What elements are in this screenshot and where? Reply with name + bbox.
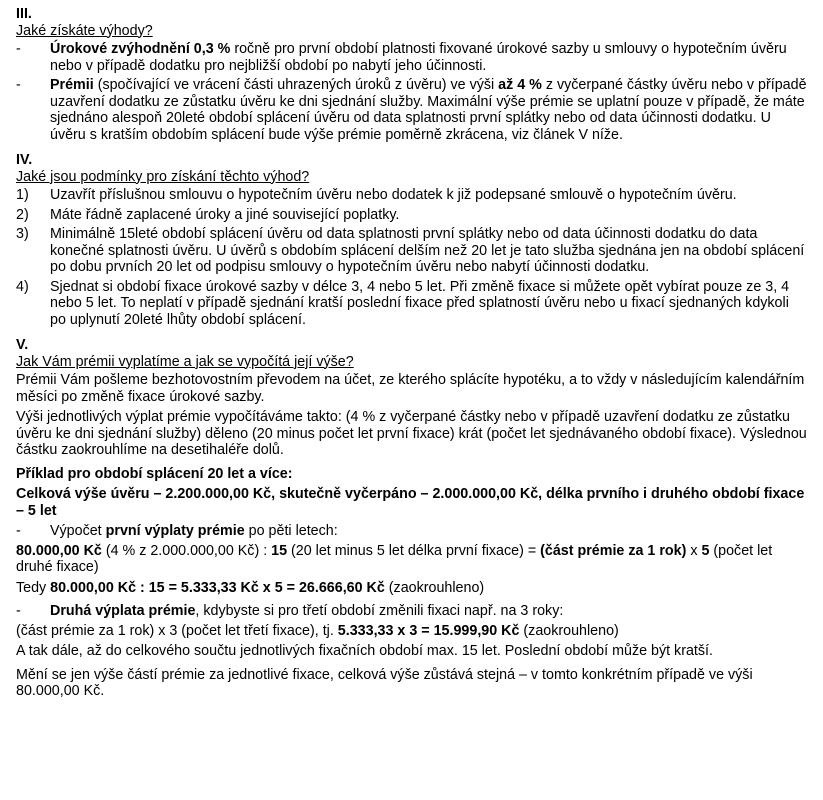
bold-text: 80.000,00 Kč : 15 = 5.333,33 Kč x 5 = 26.666,60 Kč	[50, 579, 385, 596]
text: (zaokrouhleno)	[384, 579, 485, 596]
bold-text: Prémii	[50, 77, 94, 93]
text: z vyčerpané částky úvěru nebo v případě uzavření dodatku ze zůstatku úvěru ke dni sjednání služby. Maximální výše prémie se uplatní pouze v případě, že máte sjednáno alespoň 20leté období splácení úvěru od data splatnosti první splátky nebo od data účinnosti dodatku. U úvěru s kratším obdobím splácení bude výše prémie poměrně zkrácena, viz článek V níže.	[50, 77, 807, 143]
section-4-heading: IV.	[16, 152, 33, 168]
bold-text: 80.000,00 Kč	[16, 542, 102, 559]
bold-text: (část prémie za 1 rok)	[540, 542, 687, 559]
list-marker: -	[16, 77, 21, 93]
calculation-line	[16, 580, 807, 597]
list-item	[16, 523, 807, 540]
text: (20 let minus 5 let délka první fixace) =	[287, 542, 541, 559]
text: ročně pro první období platnosti fixované úrokové sazby u smlouvy o hypotečním úvěru nebo v případě dodatku pro nejbližší období po nabytí jeho účinnosti.	[50, 41, 787, 74]
list-item	[16, 41, 807, 74]
list-item	[16, 226, 807, 276]
bold-text: Úrokové zvýhodnění 0,3 %	[50, 41, 231, 57]
list-marker: 2)	[16, 206, 29, 223]
bold-text: Celková výše úvěru – 2.200.000,00 Kč, skutečně vyčerpáno – 2.000.000,00 Kč, délka prvního i druhého období fixace – 5 let	[16, 486, 805, 519]
list-item-text: Sjednat si období fixace úrokové sazby v délce 3, 4 nebo 5 let. Při změně fixace si můžete opět vybírat pouze ze 3, 4 nebo 5 let. To neplatí v případě sjednání kratší poslední fixace před splatností úvěru nebo u fixací sjednaných kdykoli po uplynutí 20leté lhůty období splácení.	[50, 278, 790, 328]
text: po pěti letech:	[244, 523, 338, 539]
paragraph: A tak dále, až do celkového součtu jednotlivých fixačních období max. 15 let. Poslední období může být kratší.	[16, 643, 713, 659]
list-marker: 1)	[16, 187, 29, 203]
list-marker: -	[16, 41, 21, 57]
paragraph: Výši jednotlivých výplat prémie vypočítáváme takto: (4 % z vyčerpané částky nebo v případě uzavření dodatku ze zůstatku úvěru ke dni sjednání služby) děleno (20 minus počet let první fixace) krát (počet let sjednávaného období fixace). Výslednou částku zaokrouhlíme na desetihaléře dolů.	[16, 409, 807, 458]
bold-text: první výplaty prémie	[105, 523, 245, 539]
example-subtitle	[16, 486, 807, 519]
text: Tedy	[16, 579, 51, 596]
list-item-text	[50, 77, 807, 143]
paragraph: Prémii Vám pošleme bezhotovostním převodem na účet, ze kterého splácíte hypotéku, a to vždy v následujícím kalendářním měsíci po změně fixace úrokové sazby.	[16, 372, 805, 405]
bold-text: Příklad pro období splácení 20 let a více:	[16, 465, 293, 482]
list-item-text: Uzavřít příslušnou smlouvu o hypotečním úvěru nebo dodatek k již podepsané smlouvě o hypotečním úvěru.	[50, 187, 737, 203]
list-item	[16, 279, 807, 329]
section-4-question: Jaké jsou podmínky pro získání těchto výhod?	[16, 168, 310, 185]
list-item	[16, 603, 807, 620]
list-marker: 3)	[16, 226, 29, 242]
list-marker: -	[16, 603, 21, 619]
list-item	[16, 187, 807, 204]
bold-text: 5	[701, 542, 710, 559]
text: (část prémie za 1 rok) x 3 (počet let třetí fixace), tj.	[16, 622, 338, 639]
calculation-line	[16, 543, 807, 576]
section-3-question: Jaké získáte výhody?	[16, 22, 153, 39]
list-item	[16, 207, 807, 224]
list-item-text	[50, 41, 807, 74]
text: x	[686, 542, 702, 559]
text: (spočívající ve vrácení části uhrazených úroků z úvěru) ve výši	[93, 77, 499, 93]
example-title	[16, 466, 807, 483]
list-item-text	[50, 603, 807, 620]
text: (zaokrouhleno)	[519, 622, 619, 639]
list-item-text: Máte řádně zaplacené úroky a jiné související poplatky.	[50, 206, 400, 223]
section-5-heading: V.	[16, 337, 29, 353]
text: Výpočet	[50, 523, 106, 539]
bold-text: 5.333,33 x 3 = 15.999,90 Kč	[337, 622, 520, 639]
list-marker: 4)	[16, 278, 29, 295]
text: (počet let druhé fixace)	[16, 542, 773, 575]
list-item-text: Minimálně 15leté období splácení úvěru od data splatnosti první splátky nebo od data účinnosti dodatku do data konečné splatnosti úvěru. U úvěrů s obdobím splácení delším než 20 let je tato služba sjednána jen na období splácení po dobu prvních 20 let od podpisu smlouvy o hypotečním úvěru nebo nabytí účinnosti dodatku.	[50, 226, 805, 275]
bold-text: 15	[271, 542, 288, 559]
section-5-question: Jak Vám prémii vyplatíme a jak se vypočítá její výše?	[16, 353, 354, 370]
paragraph: Mění se jen výše částí prémie za jednotlivé fixace, celková výše zůstává stejná – v tomto konkrétním případě ve výši 80.000,00 Kč.	[16, 666, 753, 699]
list-marker: -	[16, 523, 21, 539]
text: , kdybyste si pro třetí období změnili fixaci např. na 3 roky:	[195, 603, 564, 619]
bold-text: až 4 %	[498, 77, 542, 93]
text: (4 % z 2.000.000,00 Kč) :	[101, 542, 272, 559]
bold-text: Druhá výplata prémie	[50, 603, 196, 619]
calculation-line	[16, 623, 807, 640]
list-item	[16, 77, 807, 143]
section-3-heading: III.	[16, 6, 32, 22]
list-item-text	[50, 523, 807, 540]
